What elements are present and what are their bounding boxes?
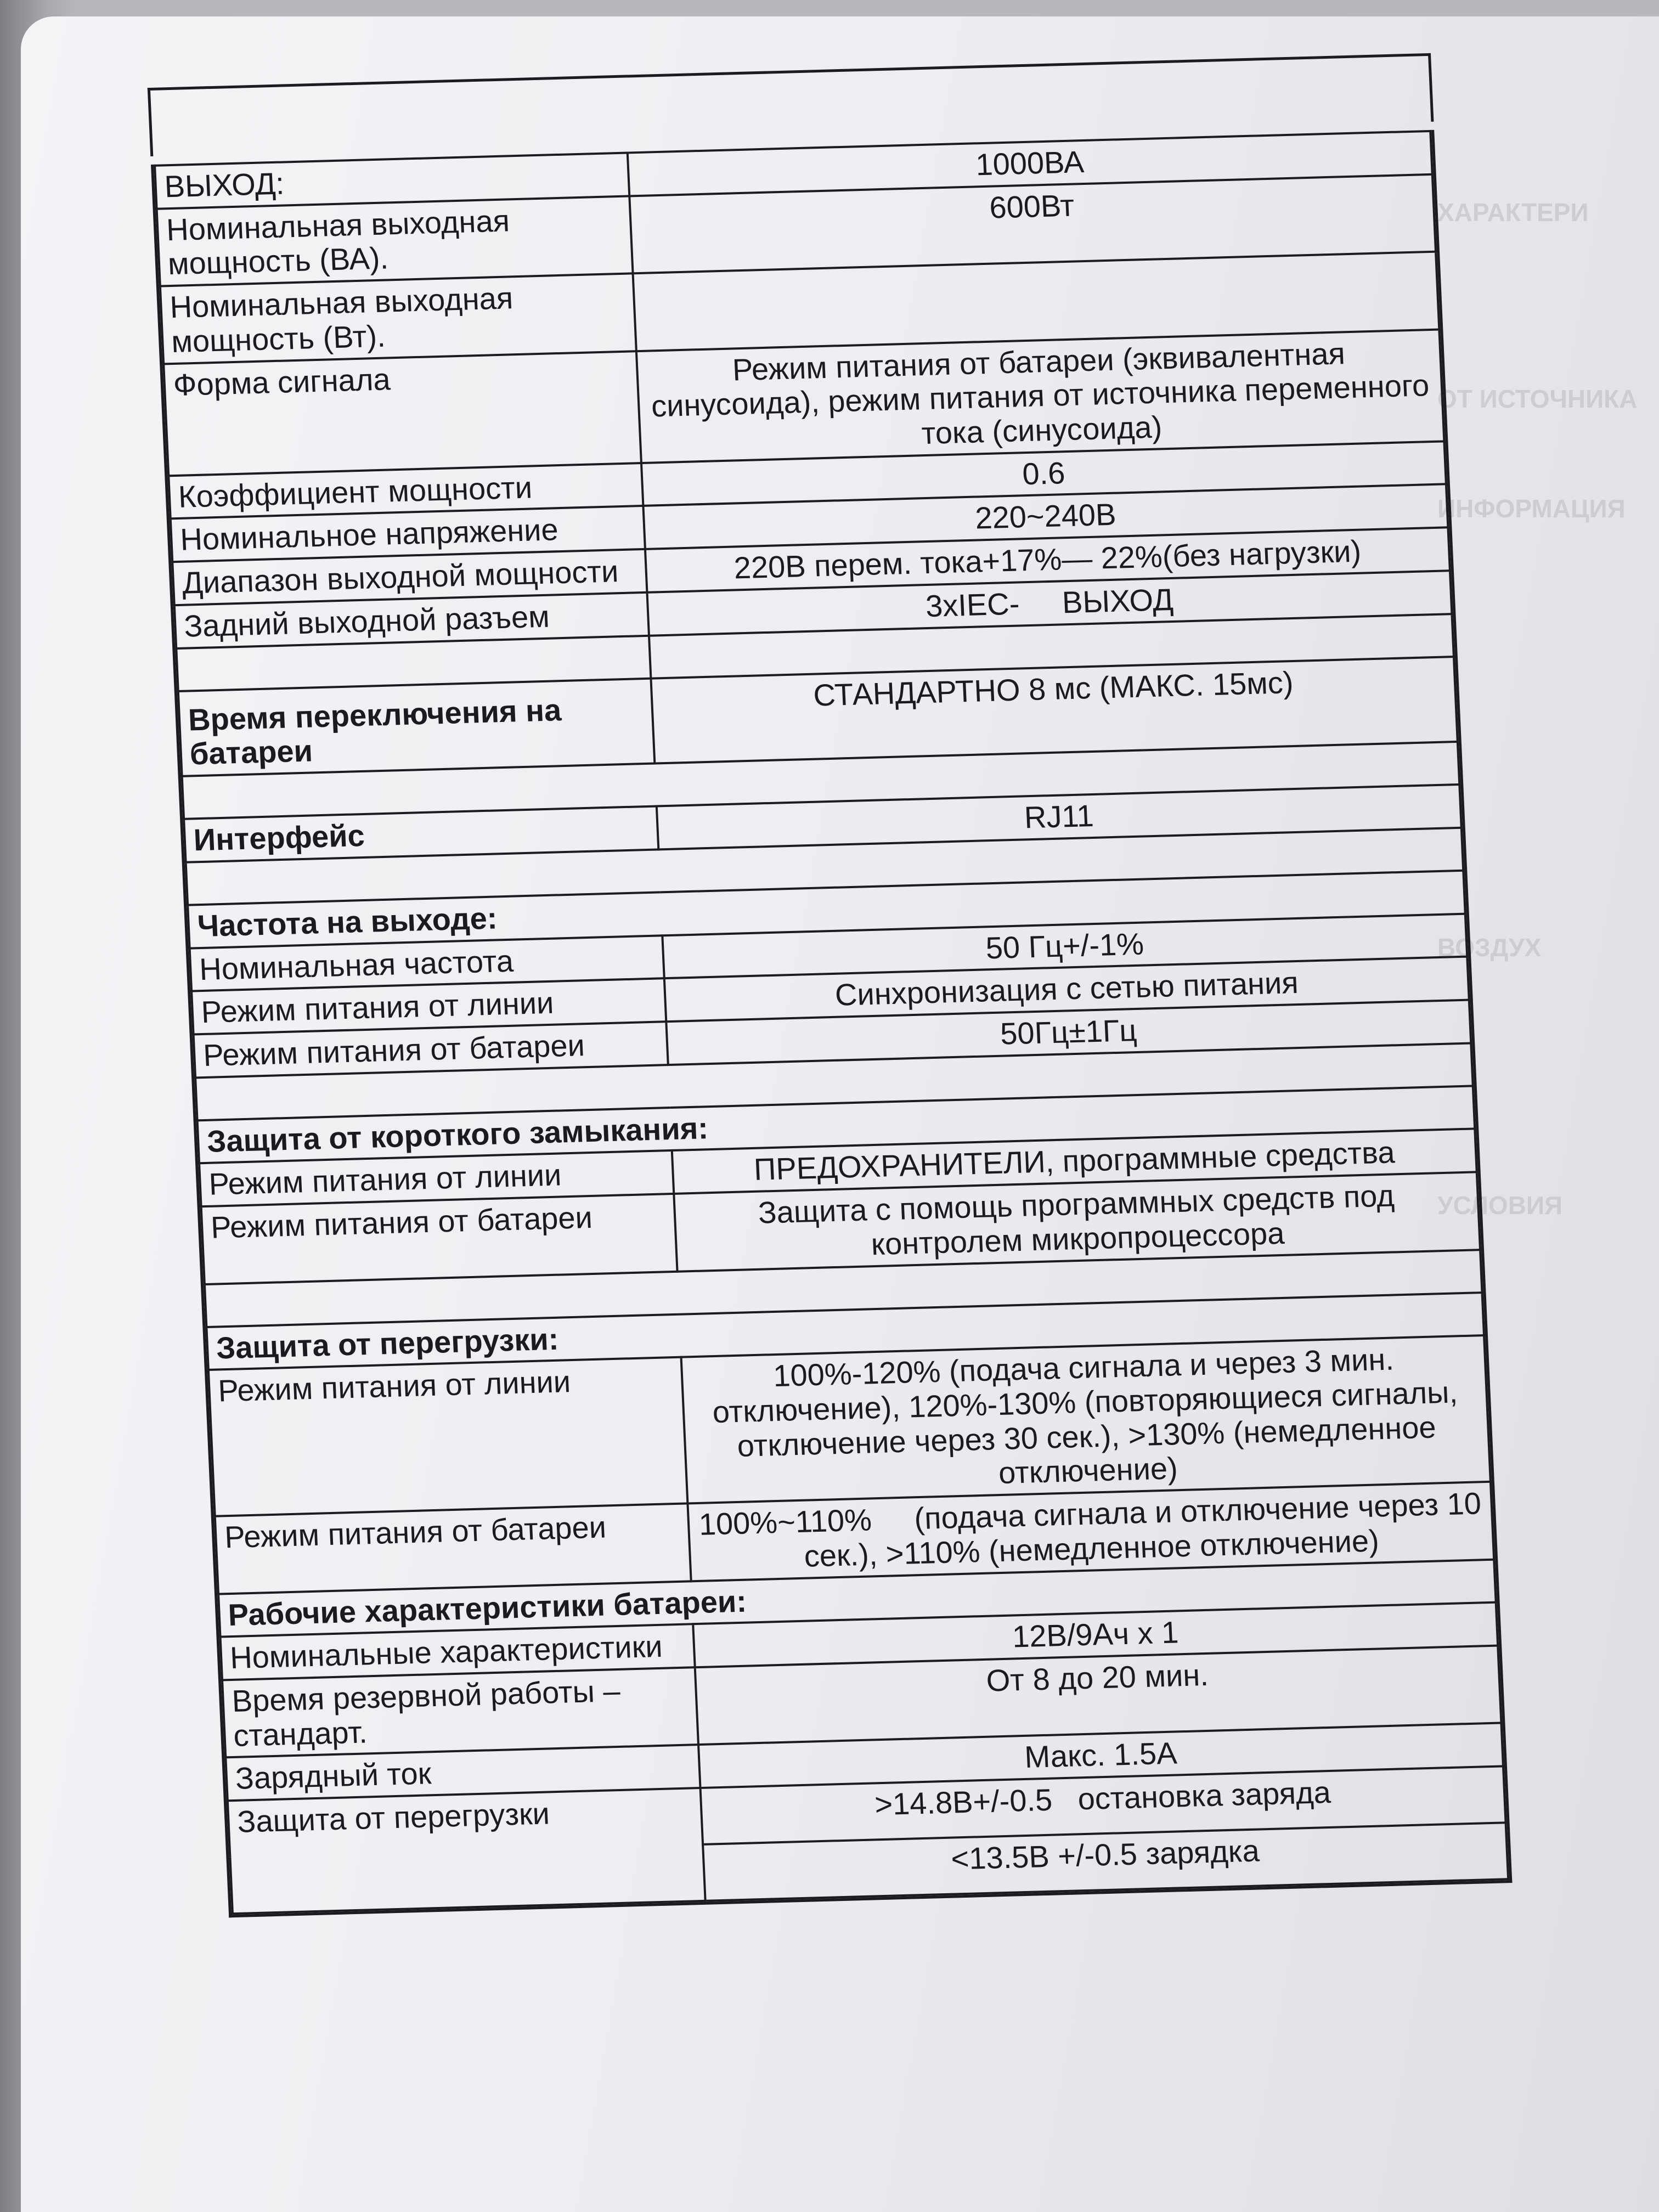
row-value: Режим питания от батареи (эквивалентная синусоида), режим питания от источника переменного тока (синусоида) bbox=[636, 329, 1444, 463]
bleed-through-text: УСЛОВИЯ bbox=[1437, 1191, 1563, 1220]
row-label: Форма сигнала bbox=[163, 351, 641, 476]
section-header: Защита от перегрузки: bbox=[206, 1293, 1484, 1370]
row-label: Номинальное напряжение bbox=[171, 506, 645, 562]
row-value: 100%-120% (подача сигнала и через 3 мин. отключение), 120%-130% (повторяющиеся сигналы, отключение через 30 сек.), >130% (немедленное отключение) bbox=[681, 1335, 1491, 1503]
row-value: <13.5В +/-0.5 зарядка bbox=[703, 1822, 1508, 1901]
row-value: RJ11 bbox=[657, 785, 1462, 849]
row-label: Задний выходной разъем bbox=[174, 592, 649, 648]
row-value: 1000ВА bbox=[628, 131, 1432, 196]
row-label: Защита от перегрузки bbox=[228, 1788, 706, 1914]
row-label: Диапазон выходной мощности bbox=[172, 549, 647, 605]
row-label: Коэффициент мощности bbox=[168, 463, 643, 519]
row-value: 3xIEC- ВЫХОД bbox=[647, 571, 1452, 635]
row-label: Время резервной работы – стандарт. bbox=[222, 1667, 698, 1758]
row-label: Режим питания от батареи bbox=[215, 1504, 691, 1594]
row-label: Режим питания от линии bbox=[199, 1150, 674, 1206]
row-label: Режим питания от линии bbox=[208, 1357, 688, 1516]
row-value: ПРЕДОХРАНИТЕЛИ, программные средства bbox=[672, 1129, 1477, 1194]
row-label: Зарядный ток bbox=[225, 1745, 700, 1801]
section-header: Частота на выходе: bbox=[188, 871, 1465, 949]
row-label: Номинальная выходная мощность (ВА). bbox=[157, 196, 633, 286]
row-value: 220~240В bbox=[643, 484, 1448, 549]
row-value: Синхронизация с сетью питания bbox=[664, 957, 1469, 1022]
row-label: Режим питания от батареи bbox=[194, 1022, 668, 1077]
row-value: 50 Гц+/-1% bbox=[662, 913, 1467, 978]
row-label: Номинальная выходная мощность (Вт). bbox=[160, 273, 636, 364]
row-value: СТАНДАРТНО 8 мс (МАКС. 15мс) bbox=[651, 657, 1457, 764]
bleed-through-text: ХАРАКТЕРИ bbox=[1437, 198, 1589, 227]
row-value: 220В перем. тока+17%— 22%(без нагрузки) bbox=[645, 527, 1450, 592]
row-label: Режим питания от батареи bbox=[201, 1194, 678, 1284]
row-label: ВЫХОД: bbox=[155, 153, 629, 208]
row-value: 100%~110% (подача сигнала и отключение через 10 сек.), >110% (немедленное отключение) bbox=[687, 1482, 1494, 1581]
section-header: Защита от короткого замыкания: bbox=[198, 1086, 1475, 1164]
spec-table-sheet bbox=[151, 130, 1512, 1918]
row-label: Время переключения на батареи bbox=[178, 678, 655, 776]
row-value: Макс. 1.5А bbox=[698, 1723, 1503, 1788]
bleed-through-text: ВОЗДУХ bbox=[1437, 933, 1542, 962]
row-value: Защита с помощь программных средств под контролем микропроцессора bbox=[674, 1172, 1480, 1271]
row-value: 50Гц±1Гц bbox=[666, 1000, 1471, 1065]
row-value: 0.6 bbox=[641, 441, 1446, 506]
bleed-through-text: ИНФОРМАЦИЯ bbox=[1437, 494, 1626, 523]
row-value: 600Вт bbox=[629, 174, 1436, 274]
spec-table bbox=[154, 130, 1509, 1915]
row-label: Номинальные характеристики bbox=[221, 1624, 695, 1680]
row-value: >14.8В+/-0.5 остановка заряда bbox=[701, 1767, 1506, 1845]
row-value: От 8 до 20 мин. bbox=[695, 1646, 1502, 1745]
section-header: Рабочие характеристики батареи: bbox=[218, 1559, 1496, 1637]
row-value: 12В/9Ач x 1 bbox=[693, 1602, 1498, 1667]
row-label: Интерфейс bbox=[184, 806, 658, 862]
row-label: Номинальная частота bbox=[190, 935, 664, 991]
row-label: Режим питания от линии bbox=[191, 978, 666, 1034]
bleed-through-text: ОТ ИСТОЧНИКА bbox=[1437, 385, 1638, 413]
